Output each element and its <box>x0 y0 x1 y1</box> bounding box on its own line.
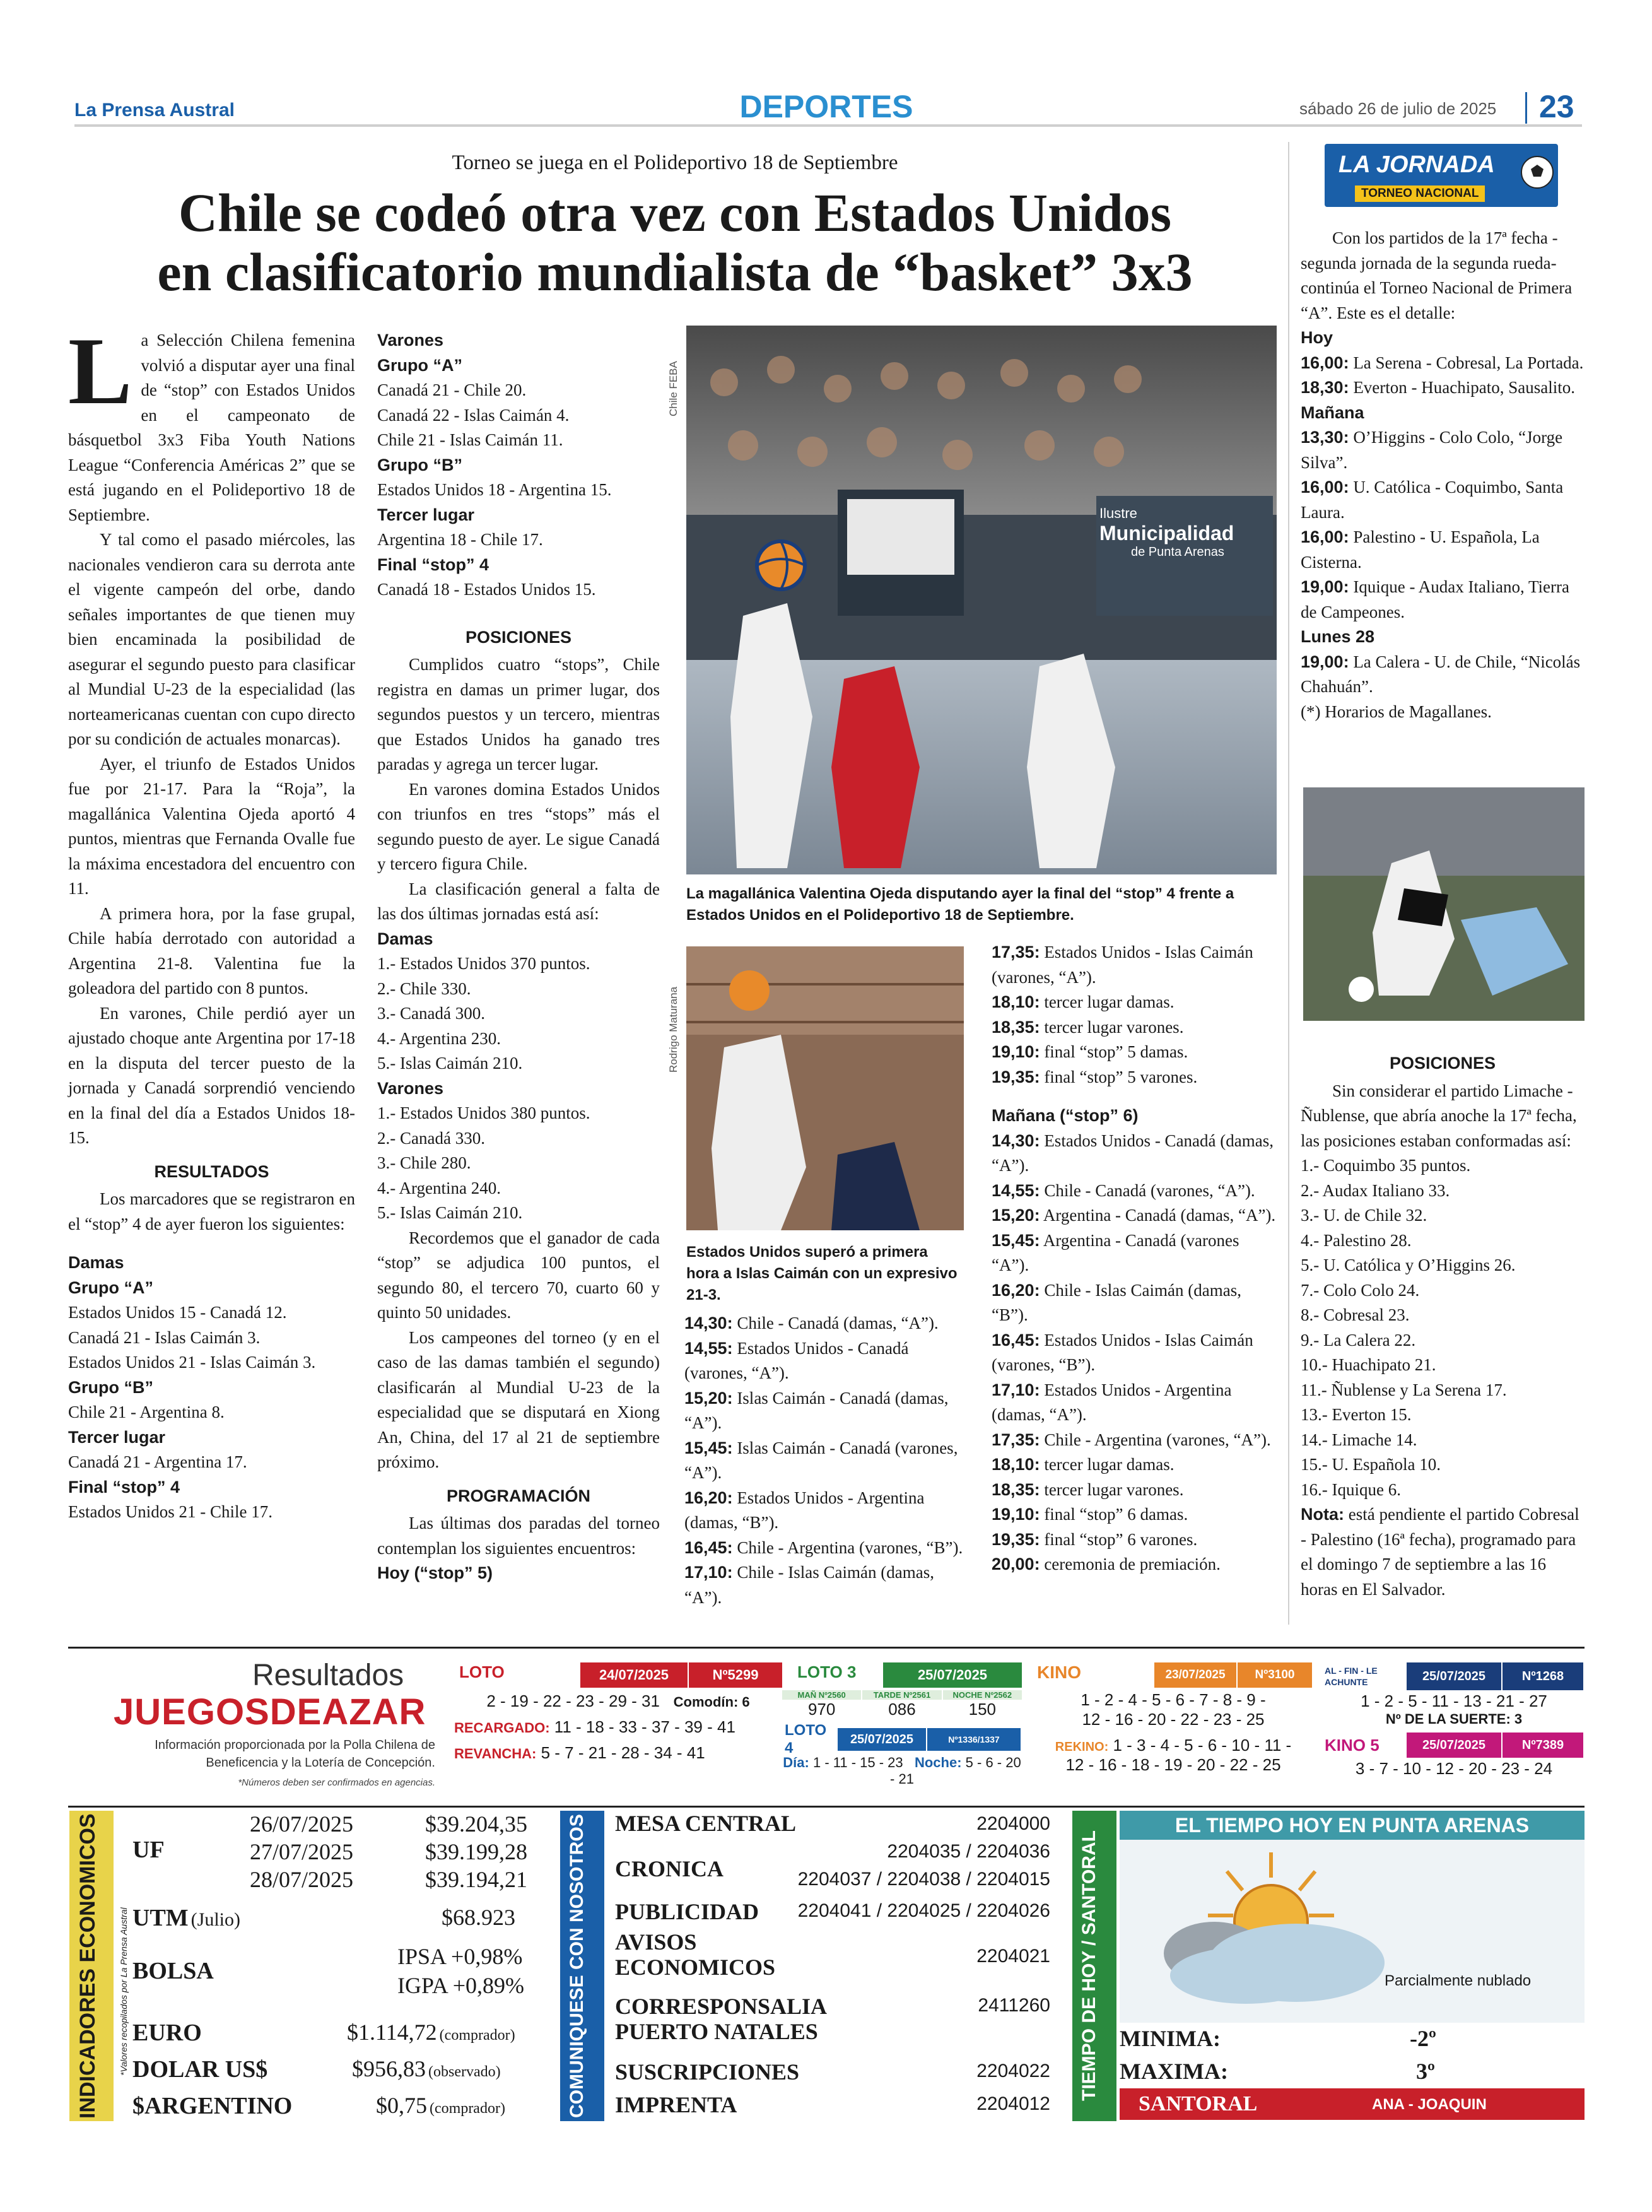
fixture-item: 19,00: Iquique - Audax Italiano, Tierra de Campeones. <box>1301 577 1569 621</box>
result-line: Canadá 21 - Chile 20. <box>377 380 527 399</box>
schedule-item: 20,00: ceremonia de premiación. <box>992 1555 1221 1574</box>
jornada-column <box>1301 226 1585 724</box>
min-temp-value: -2º <box>1410 2026 1436 2051</box>
weather-condition: Parcialmente nublado <box>1385 1972 1532 1989</box>
loto3-col-head: TARDE Nº2561 <box>862 1690 941 1700</box>
contact-number: 2411260 <box>978 1995 1050 2016</box>
article-paragraph: Y tal como el pasado miércoles, las nacionales vendieron cara su derrota ante el vigente campeón del orbe, dando señales importantes de que tienen muy bien encaminada la posibilidad de asegurar el segundo puesto para clasificar al Mundial U-23 de la especialidad (las norteamericanas cuentan con cupo directo por su condición de actuales monarcas). <box>68 530 355 748</box>
label-grupo-a: Grupo “A” <box>377 355 462 375</box>
dolar-label: DOLAR US$ <box>132 2056 268 2083</box>
contact-number: 2204037 / 2204038 / 2204015 <box>797 1869 1050 1890</box>
santoral-label: SANTORAL <box>1139 2092 1258 2115</box>
schedule-item: 18,35: tercer lugar varones. <box>992 1480 1184 1499</box>
loto3-value: 970 <box>807 1700 836 1719</box>
igpa-value: IGPA +0,89% <box>397 1973 525 1998</box>
euro-label: EURO <box>132 2020 202 2046</box>
contact-label: AVISOS ECONOMICOS <box>615 1929 776 1980</box>
logo-title: LA JORNADA <box>1339 151 1495 178</box>
banner-line-1: Ilustre <box>1099 505 1137 521</box>
article-headline <box>69 183 1280 302</box>
label-manana-stop: Mañana (“stop” 6) <box>992 1106 1139 1125</box>
contact-number: 2204000 <box>976 1813 1050 1834</box>
result-line: Estados Unidos 21 - Chile 17. <box>68 1502 272 1521</box>
fixture-item: 19,00: La Calera - U. de Chile, “Nicolás Chahuán”. <box>1301 652 1581 696</box>
issue-date: sábado 26 de julio de 2025 <box>1299 99 1497 118</box>
schedule-item: 15,45: Argentina - Canadá (varones “A”). <box>992 1230 1239 1274</box>
soccer-photo-illustration <box>1303 787 1585 1021</box>
label-final-stop: Final “stop” 4 <box>377 555 489 574</box>
alfinle-name: AL - FIN - LE ACHUNTE <box>1325 1666 1378 1687</box>
schedule-item: 14,55: Chile - Canadá (varones, “A”). <box>992 1180 1255 1200</box>
kino5-date: 25/07/2025 <box>1407 1733 1501 1758</box>
weather-side-title: TIEMPO DE HOY / SANTORAL <box>1079 1830 1099 2102</box>
standing-line: 13.- Everton 15. <box>1301 1405 1412 1424</box>
jornada-standings <box>1301 1042 1585 1602</box>
contact-label: CRONICA <box>615 1856 724 1881</box>
kino-draw-number: Nº3100 <box>1236 1662 1312 1688</box>
article-paragraph: Los marcadores que se registraron en el “stop” 4 de ayer fueron los siguientes: <box>68 1189 355 1233</box>
standing-line: 1.- Estados Unidos 380 puntos. <box>377 1103 590 1122</box>
dolar-value: $956,83 (observado) <box>352 2056 501 2081</box>
schedule-item: 15,20: Islas Caimán - Canadá (damas, “A”). <box>684 1388 949 1432</box>
jornada-posiciones-heading: POSICIONES <box>1389 1054 1496 1073</box>
publication-name: La Prensa Austral <box>74 100 235 121</box>
label-grupo-b: Grupo “B” <box>377 455 462 474</box>
kino-box <box>1034 1662 1312 1775</box>
uf-date: 26/07/2025 <box>250 1811 354 1837</box>
loto-revancha: REVANCHA: 5 - 7 - 21 - 28 - 34 - 41 <box>454 1743 705 1762</box>
photo-banner <box>1093 505 1270 560</box>
schedule-item: 16,20: Chile - Islas Caimán (damas, “B”). <box>992 1280 1241 1324</box>
standing-line: 5.- Islas Caimán 210. <box>377 1054 523 1073</box>
uf-label: UF <box>132 1837 165 1863</box>
posiciones-heading: POSICIONES <box>465 627 572 647</box>
weather-title: EL TIEMPO HOY EN PUNTA ARENAS <box>1120 1811 1585 1840</box>
schedule-item: 17,35: Estados Unidos - Islas Caimán (varones, “A”). <box>992 943 1253 987</box>
max-temp-value: 3º <box>1416 2059 1435 2084</box>
result-line: Chile 21 - Islas Caimán 11. <box>377 430 563 449</box>
masthead-separator <box>1525 92 1527 124</box>
loto-name: LOTO <box>459 1662 505 1681</box>
standing-line: 15.- U. Española 10. <box>1301 1455 1441 1474</box>
soccer-ball-icon <box>1520 155 1554 189</box>
schedule-item: 17,10: Estados Unidos - Argentina (damas, “A”). <box>992 1380 1232 1424</box>
banner-line-3: de Punta Arenas <box>1131 545 1224 559</box>
loto3-value: 086 <box>888 1700 916 1719</box>
resultados-heading: RESULTADOS <box>154 1162 269 1181</box>
contact-number: 2204022 <box>976 2061 1050 2081</box>
euro-value: $1.114,72 (comprador) <box>347 2020 515 2045</box>
santoral-value: ANA - JOAQUIN <box>1372 2096 1487 2113</box>
contact-number: 2204021 <box>976 1946 1050 1967</box>
photo-caption: La magallánica Valentina Ojeda disputando ayer la final del “stop” 4 frente a Estados Unidos en el Polideportivo 18 de Septiembre. <box>686 885 1234 924</box>
contact-label: PUBLICIDAD <box>615 1899 759 1924</box>
schedule-item: 14,30: Chile - Canadá (damas, “A”). <box>684 1314 939 1332</box>
schedule-item: 19,35: final “stop” 5 varones. <box>992 1067 1198 1086</box>
section-title: DEPORTES <box>739 89 913 124</box>
result-line: Chile 21 - Argentina 8. <box>68 1403 225 1421</box>
indicators-source-note: *Valores recopilados por La Prensa Austral <box>119 1907 129 2076</box>
standing-line: 2.- Canadá 330. <box>377 1128 485 1148</box>
logo-subtitle: TORNEO NACIONAL <box>1355 185 1485 202</box>
contact-side-band <box>560 1811 604 2121</box>
la-jornada-logo <box>1325 144 1558 207</box>
schedule-note: (*) Horarios de Magallanes. <box>1301 702 1492 721</box>
standing-line: 2.- Chile 330. <box>377 979 471 998</box>
fixture-item: 13,30: O’Higgins - Colo Colo, “Jorge Silva”. <box>1301 428 1563 472</box>
result-line: Canadá 21 - Islas Caimán 3. <box>68 1327 261 1347</box>
article-paragraph: Recordemos que el ganador de cada “stop” se adjudica 100 puntos, el segundo 80, el tercero 70, cuarto 60 y quinto 50 unidades. <box>377 1228 660 1322</box>
schedule-item: 18,10: tercer lugar damas. <box>992 1455 1175 1474</box>
contact-number: 2204012 <box>976 2093 1050 2114</box>
alfinle-lucky-number: Nº DE LA SUERTE: 3 <box>1385 1711 1523 1727</box>
standing-line: 11.- Ñublense y La Serena 17. <box>1301 1380 1507 1399</box>
soccer-photo <box>1303 787 1585 1021</box>
argentino-value: $0,75 (comprador) <box>376 2093 505 2118</box>
loto-recargado: RECARGADO: 11 - 18 - 33 - 37 - 39 - 41 <box>454 1717 735 1736</box>
basketball-photo-illustration <box>686 946 964 1230</box>
max-temp-label: MAXIMA: <box>1120 2059 1228 2084</box>
article-kicker: Torneo se juega en el Polideportivo 18 de Septiembre <box>452 151 898 174</box>
main-photo <box>686 326 1277 874</box>
schedule-item: 19,10: final “stop” 6 damas. <box>992 1505 1188 1524</box>
result-line: Canadá 22 - Islas Caimán 4. <box>377 405 570 425</box>
lottery-title: Resultados <box>252 1659 404 1692</box>
loto4-draw-number: Nº1336/1337 <box>926 1728 1021 1751</box>
result-line: Canadá 18 - Estados Unidos 15. <box>377 580 596 599</box>
lottery-top-rule <box>68 1647 1585 1649</box>
uf-value: $39.199,28 <box>425 1839 527 1864</box>
label-final-stop: Final “stop” 4 <box>68 1477 180 1497</box>
standing-line: 10.- Huachipato 21. <box>1301 1355 1436 1374</box>
result-line: Argentina 18 - Chile 17. <box>377 530 543 549</box>
fixture-item: 16,00: La Serena - Cobresal, La Portada. <box>1301 353 1584 372</box>
result-line: Estados Unidos 21 - Islas Caimán 3. <box>68 1353 316 1372</box>
lottery-info: Información proporcionada por la Polla Chilena de Beneficencia y la Lotería de Concepción. <box>155 1738 435 1770</box>
program-column-manana <box>992 940 1277 1577</box>
photo-caption: Estados Unidos superó a primera hora a Islas Caimán con un expresivo 21-3. <box>686 1244 958 1303</box>
uf-date: 27/07/2025 <box>250 1839 354 1864</box>
loto-numbers: 2 - 19 - 22 - 23 - 29 - 31 Comodín: 6 <box>486 1691 750 1710</box>
indicators-side-band <box>69 1811 114 2121</box>
loto3-col-head: MAÑ Nº2560 <box>782 1690 861 1700</box>
article-paragraph: A primera hora, por la fase grupal, Chile había derrotado con autoridad a Argentina 21-8. Valentina fue la goleadora del partido con 8 puntos. <box>68 903 355 997</box>
loto-box <box>454 1662 782 1763</box>
headline-line-1: Chile se codeó otra vez con Estados Unidos <box>178 182 1172 243</box>
standing-line: 4.- Argentina 240. <box>377 1178 501 1197</box>
contact-label: IMPRENTA <box>615 2092 737 2117</box>
schedule-item: 14,55: Estados Unidos - Canadá (varones, “A”). <box>684 1338 909 1382</box>
schedule-item: 16,45: Chile - Argentina (varones, “B”). <box>684 1538 963 1557</box>
label-varones: Varones <box>377 331 444 350</box>
uf-date: 28/07/2025 <box>250 1867 354 1892</box>
uf-value: $39.194,21 <box>425 1867 527 1892</box>
ipsa-value: IPSA +0,98% <box>397 1944 523 1969</box>
standing-line: 7.- Colo Colo 24. <box>1301 1280 1420 1300</box>
lottery-note: *Números deben ser confirmados en agencias. <box>238 1777 435 1788</box>
article-column-2 <box>377 328 660 1586</box>
standing-line: 1.- Estados Unidos 370 puntos. <box>377 954 590 973</box>
weather-panel <box>1120 1840 1585 2023</box>
standing-line: 8.- Cobresal 23. <box>1301 1305 1410 1324</box>
label-damas: Damas <box>68 1253 124 1272</box>
standing-line: 1.- Coquimbo 35 puntos. <box>1301 1156 1471 1175</box>
bottom-band-rule <box>68 1806 1585 1808</box>
label-varones: Varones <box>377 1078 444 1098</box>
standing-line: 2.- Audax Italiano 33. <box>1301 1180 1450 1200</box>
standing-line: 3.- Canadá 300. <box>377 1004 485 1023</box>
article-paragraph: Cumplidos cuatro “stops”, Chile registra en damas un primer lugar, dos segundos puestos y un tercero, mientras que Estados Unidos ha ganado tres paradas y agrega un tercer lugar. <box>377 655 660 774</box>
alfinle-date: 25/07/2025 <box>1407 1662 1501 1690</box>
article-column-1 <box>68 318 355 1525</box>
loto4-results: Día: 1 - 11 - 15 - 23 Noche: 5 - 6 - 20 - 21 <box>783 1755 1021 1787</box>
partly-cloudy-icon <box>1145 1846 1397 2010</box>
drop-cap: L <box>68 318 132 424</box>
kino-numbers-1: 1 - 2 - 4 - 5 - 6 - 7 - 8 - 9 - <box>1081 1690 1266 1709</box>
label-lunes: Lunes 28 <box>1301 627 1375 646</box>
standing-line: 3.- U. de Chile 32. <box>1301 1206 1427 1225</box>
standing-line: 5.- Islas Caimán 210. <box>377 1203 523 1222</box>
contact-label: SUSCRIPCIONES <box>615 2059 800 2085</box>
utm-label: UTM (Julio) <box>132 1905 240 1931</box>
schedule-item: 18,10: tercer lugar damas. <box>992 992 1175 1011</box>
weather-side-band <box>1072 1811 1116 2121</box>
photo-credit: Chile FEBA <box>667 361 679 416</box>
contact-side-title: COMUNIQUESE CON NOSOTROS <box>566 1814 587 2118</box>
kino5-name: KINO 5 <box>1325 1736 1380 1755</box>
schedule-item: 18,35: tercer lugar varones. <box>992 1017 1184 1037</box>
standings-intro: Sin considerar el partido Limache - Ñublense, que abría anoche la 17ª fecha, las posiciones estaban conformadas así: <box>1301 1081 1577 1150</box>
label-hoy: Hoy <box>1301 328 1333 347</box>
label-tercer-lugar: Tercer lugar <box>68 1427 166 1447</box>
standing-line: 14.- Limache 14. <box>1301 1430 1417 1449</box>
label-grupo-a: Grupo “A” <box>68 1278 153 1297</box>
loto3-value: 150 <box>968 1700 997 1719</box>
basketball-photo-illustration <box>686 326 1277 874</box>
rekino-numbers-1: REKINO: 1 - 3 - 4 - 5 - 6 - 10 - 11 - <box>1055 1736 1292 1755</box>
schedule-item: 19,35: final “stop” 6 varones. <box>992 1529 1198 1549</box>
banner-line-2: Municipalidad <box>1099 522 1234 544</box>
article-paragraph: Los campeones del torneo (y en el caso de las damas también el segundo) clasificarán al Mundial U-23 de la especialidad que se disputará en Xiong An, China, del 17 al 21 de septiembre próximo. <box>377 1327 660 1471</box>
schedule-item: 15,45: Islas Caimán - Canadá (varones, “A”). <box>684 1438 958 1482</box>
nota: Nota: está pendiente el partido Cobresal - Palestino (16ª fecha), programado para el domingo 7 de septiembre a las 16 horas en El Salvador. <box>1301 1505 1579 1599</box>
result-line: Canadá 21 - Argentina 17. <box>68 1452 247 1471</box>
article-paragraph: La clasificación general a falta de las dos últimas jornadas está así: <box>377 879 660 923</box>
standing-line: 4.- Argentina 230. <box>377 1028 501 1048</box>
kino-name: KINO <box>1037 1662 1081 1682</box>
label-grupo-b: Grupo “B” <box>68 1377 153 1397</box>
loto3-box <box>782 1662 1022 1787</box>
label-manana: Mañana <box>1301 403 1364 422</box>
loto-date: 24/07/2025 <box>580 1662 688 1688</box>
masthead-rule <box>74 124 1582 127</box>
result-line: Estados Unidos 15 - Canadá 12. <box>68 1303 287 1322</box>
label-hoy-stop: Hoy (“stop” 5) <box>377 1563 493 1582</box>
article-paragraph: Las últimas dos paradas del torneo contemplan los siguientes encuentros: <box>377 1514 660 1558</box>
lottery-brand: JUEGOSDEAZAR <box>114 1691 426 1733</box>
loto-draw-number: Nº5299 <box>688 1662 782 1688</box>
column-divider <box>1288 142 1289 1625</box>
loto4-name: LOTO 4 <box>785 1722 827 1756</box>
second-photo <box>686 946 964 1230</box>
schedule-item: 15,20: Argentina - Canadá (damas, “A”). <box>992 1206 1276 1225</box>
rekino-numbers-2: 12 - 16 - 18 - 19 - 20 - 22 - 25 <box>1065 1755 1281 1774</box>
schedule-item: 16,45: Estados Unidos - Islas Caimán (varones, “B”). <box>992 1330 1253 1374</box>
indicators-side-title: INDICADORES ECONOMICOS <box>76 1813 100 2119</box>
fixture-item: 16,00: Palestino - U. Española, La Cisterna. <box>1301 527 1540 572</box>
kino-date: 23/07/2025 <box>1154 1662 1236 1688</box>
program-column-hoy <box>684 1311 967 1610</box>
schedule-item: 17,35: Chile - Argentina (varones, “A”). <box>992 1430 1271 1449</box>
jornada-intro: Con los partidos de la 17ª fecha -segunda jornada de la segunda rueda- continúa el Torneo Nacional de Primera “A”. Este es el detalle: <box>1301 228 1573 322</box>
loto4-date: 25/07/2025 <box>838 1728 926 1751</box>
article-paragraph: En varones, Chile perdió ayer un ajustado choque ante Argentina por 17-18 en la disputa del tercer puesto de la jornada y Canadá sorprendió venciendo en la final del día a Estados Unidos 18-15. <box>68 1003 355 1147</box>
argentino-label: $ARGENTINO <box>132 2093 293 2119</box>
standing-line: 16.- Iquique 6. <box>1301 1480 1401 1499</box>
schedule-item: 19,10: final “stop” 5 damas. <box>992 1042 1188 1061</box>
loto3-date: 25/07/2025 <box>883 1662 1022 1688</box>
contact-label: MESA CENTRAL <box>615 1811 797 1836</box>
schedule-item: 16,20: Estados Unidos - Argentina (damas, “B”). <box>684 1488 925 1532</box>
alfinle-numbers: 1 - 2 - 5 - 11 - 13 - 21 - 27 <box>1361 1691 1547 1710</box>
page-number: 23 <box>1539 89 1574 124</box>
article-paragraph: En varones domina Estados Unidos con triunfos en tres “stops” más el segundo puesto de ayer. Le sigue Canadá y tercero figura Chile. <box>377 779 660 873</box>
label-tercer-lugar: Tercer lugar <box>377 505 475 524</box>
schedule-item: 17,10: Chile - Islas Caimán (damas, “A”). <box>684 1563 934 1607</box>
contact-number: 2204035 / 2204036 <box>887 1841 1050 1862</box>
programacion-heading: PROGRAMACIÓN <box>447 1486 590 1505</box>
label-damas: Damas <box>377 929 433 948</box>
contact-number: 2204041 / 2204025 / 2204026 <box>797 1900 1050 1921</box>
headline-line-2: en clasificatorio mundialista de “basket” 3x3 <box>157 242 1193 302</box>
loto3-col-head: NOCHE Nº2562 <box>943 1690 1022 1700</box>
alfinle-draw-number: Nº1268 <box>1501 1662 1583 1690</box>
fixture-item: 18,30: Everton - Huachipato, Sausalito. <box>1301 378 1575 397</box>
loto3-name: LOTO 3 <box>797 1662 857 1681</box>
kino-numbers-2: 12 - 16 - 20 - 22 - 23 - 25 <box>1082 1710 1265 1729</box>
kino5-draw-number: Nº7389 <box>1501 1733 1583 1758</box>
photo-credit: Rodrigo Maturana <box>667 986 679 1073</box>
standing-line: 5.- U. Católica y O’Higgins 26. <box>1301 1256 1516 1274</box>
santoral-band <box>1120 2088 1585 2120</box>
contact-label: CORRESPONSALIA PUERTO NATALES <box>615 1994 826 2044</box>
uf-value: $39.204,35 <box>425 1811 527 1837</box>
schedule-item: 14,30: Estados Unidos - Canadá (damas, “A”). <box>992 1131 1274 1175</box>
article-paragraph: Ayer, el triunfo de Estados Unidos fue por 21-17. Para la “Roja”, la magallánica Valentina Ojeda aportó 4 puntos, mientras que Fernanda Ovalle fue la máxima encestadora del encuentro con 11. <box>68 754 355 898</box>
standing-line: 3.- Chile 280. <box>377 1153 471 1172</box>
utm-value: $68.923 <box>442 1905 515 1930</box>
kino5-numbers: 3 - 7 - 10 - 12 - 20 - 23 - 24 <box>1355 1759 1553 1778</box>
standing-line: 9.- La Calera 22. <box>1301 1330 1416 1350</box>
bolsa-label: BOLSA <box>132 1958 214 1984</box>
fixture-item: 16,00: U. Católica - Coquimbo, Santa Laura. <box>1301 478 1564 522</box>
standing-line: 4.- Palestino 28. <box>1301 1230 1412 1250</box>
result-line: Estados Unidos 18 - Argentina 15. <box>377 480 612 499</box>
min-temp-label: MINIMA: <box>1120 2026 1221 2051</box>
alfinle-box <box>1325 1662 1583 1779</box>
article-paragraph: a Selección Chilena femenina volvió a disputar ayer una final de “stop” con Estados Unidos en el campeonato de básquetbol 3x3 Fiba Youth Nations League “Conferencia Américas 2” que se está jugando en el Polideportivo 18 de Septiembre. <box>68 331 355 524</box>
